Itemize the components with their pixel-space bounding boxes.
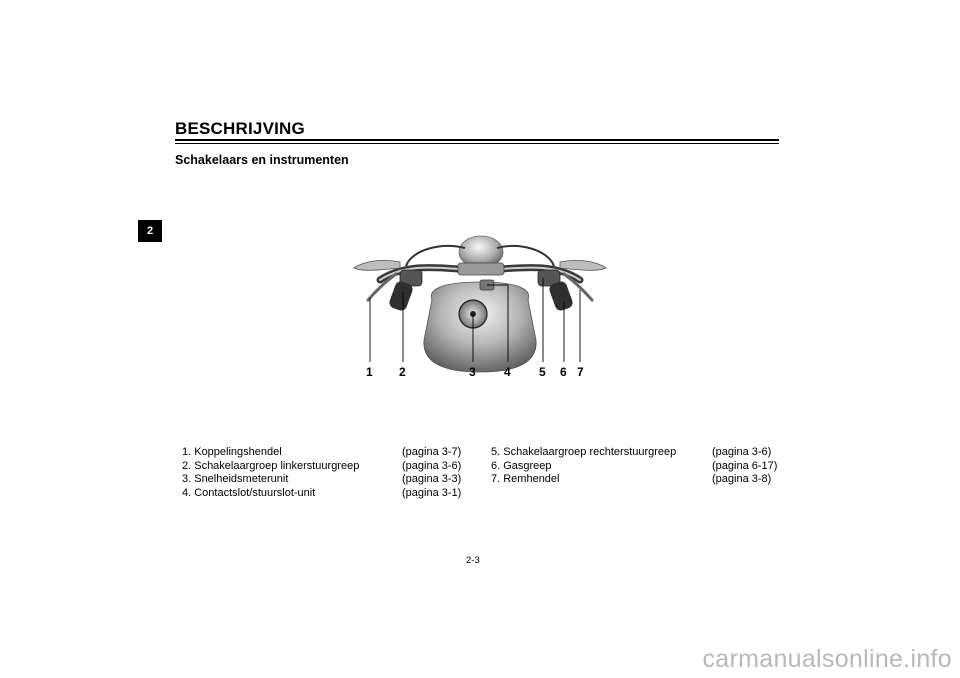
legend-item-ref: (pagina 3-6) <box>712 446 772 458</box>
legend-right <box>491 446 777 487</box>
legend-item-name: 6. Gasgreep <box>491 459 552 472</box>
legend-left <box>182 446 461 500</box>
legend-item <box>182 487 461 501</box>
callout-7: 7 <box>577 365 584 379</box>
legend-item-ref: (pagina 3-6) <box>402 459 462 472</box>
legend-item <box>182 460 461 474</box>
legend-item-name: 3. Snelheidsmeterunit <box>182 473 289 485</box>
page-number: 2-3 <box>466 555 480 566</box>
legend-item-name: 5. Schakelaargroep rechterstuurgreep <box>491 446 677 458</box>
legend-item-ref: (pagina 6-17) <box>712 459 778 472</box>
legend-item <box>491 446 777 460</box>
page-title: BESCHRIJVING <box>175 119 305 138</box>
legend-item <box>491 473 777 487</box>
callout-4: 4 <box>504 365 511 379</box>
legend-item-name: 4. Contactslot/stuurslot-unit <box>182 486 316 499</box>
callout-5: 5 <box>539 365 546 379</box>
callout-3: 3 <box>469 365 476 379</box>
legend-item-name: 2. Schakelaargroep linkerstuurgreep <box>182 459 360 472</box>
title-rule-thin <box>175 143 779 144</box>
legend-item <box>182 473 461 487</box>
callout-1: 1 <box>366 365 373 379</box>
watermark: carmanualsonline.info <box>702 645 952 673</box>
legend-item-ref: (pagina 3-8) <box>712 473 772 485</box>
legend-item <box>491 460 777 474</box>
legend-item-name: 7. Remhendel <box>491 473 560 485</box>
handlebar-figure <box>340 230 620 390</box>
title-rule-thick <box>175 139 779 141</box>
callout-2: 2 <box>399 365 406 379</box>
chapter-tab: 2 <box>138 220 162 242</box>
legend-item-ref: (pagina 3-3) <box>402 473 462 485</box>
section-subtitle: Schakelaars en instrumenten <box>175 153 349 167</box>
legend-item <box>182 446 461 460</box>
legend-item-ref: (pagina 3-1) <box>402 486 462 499</box>
legend-item-name: 1. Koppelingshendel <box>182 446 282 458</box>
callout-6: 6 <box>560 365 567 379</box>
legend-item-ref: (pagina 3-7) <box>402 446 462 458</box>
